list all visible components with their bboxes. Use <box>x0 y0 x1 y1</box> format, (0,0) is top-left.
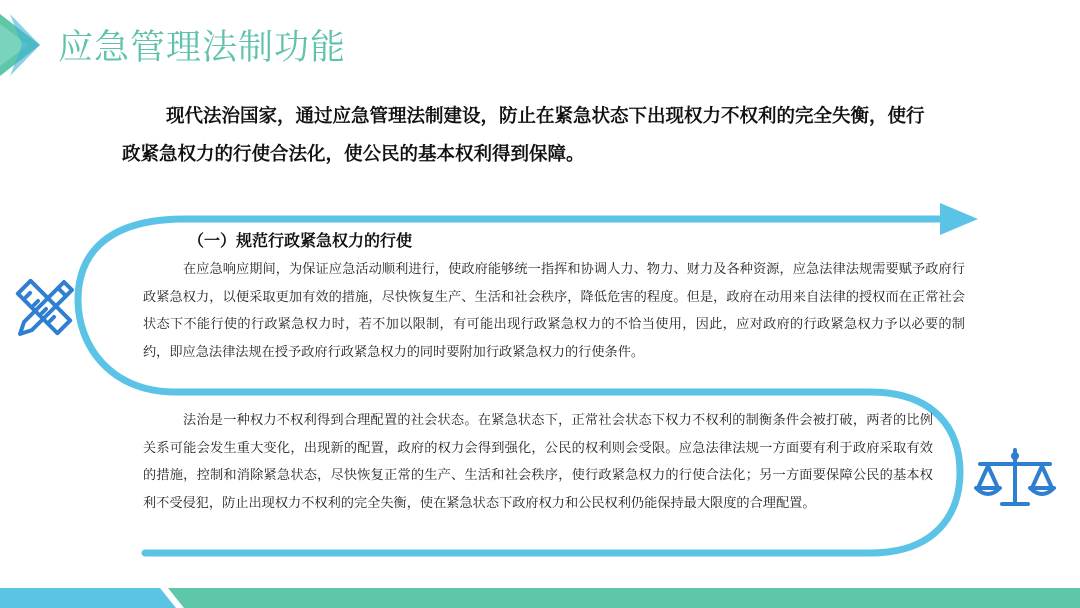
paragraph-2: 法治是一种权力不权利得到合理配置的社会状态。在紧急状态下，正常社会状态下权力不权利的制衡条件会被打破，两者的比例关系可能会发生重大变化，出现新的配置，政府的权力会得到强化，公民的权利则会受限。应急法律法规一方面要有利于政府采取有效的措施，控制和消除紧急状态，尽快恢复正常的生产、生活和社会秩序，使行政紧急权力的行使合法化；另一方面要保障公民的基本权利不受侵犯，防止出现权力不权利的完全失衡，使在紧急状态下政府权力和公民权利仍能保持最大限度的合理配置。 <box>143 413 933 511</box>
paragraph-1: 在应急响应期间，为保证应急活动顺利进行，使政府能够统一指挥和协调人力、物力、财力及各种资源，应急法律法规需要赋予政府行政紧急权力，以便采取更加有效的措施，尽快恢复生产、生活和社会秩序，降低危害的程度。但是，政府在动用来自法律的授权而在正常社会状态下不能行使的行政紧急权力时，若不加以限制，有可能出现行政紧急权力的不恰当使用，因此，应对政府的行政紧急权力予以必要的制约，即应急法律法规在授予政府行政紧急权力的同时要附加行政紧急权力的行使条件。 <box>143 262 965 360</box>
section-heading: （一）规范行政紧急权力的行使 <box>188 231 413 250</box>
bottom-bar <box>0 588 1080 608</box>
intro-text: 现代法治国家，通过应急管理法制建设，防止在紧急状态下出现权力不权利的完全失衡，使行政紧急权力的行使合法化，使公民的基本权利得到保障。 <box>122 106 925 165</box>
balance-scales-icon <box>972 446 1058 510</box>
page-title: 应急管理法制功能 <box>58 28 347 68</box>
ruler-pencil-icon <box>8 272 80 344</box>
